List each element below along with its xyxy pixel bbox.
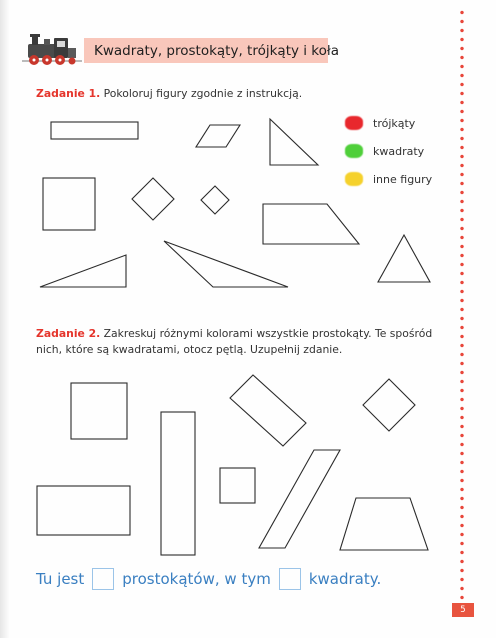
answer-part-3: kwadraty. (308, 570, 382, 588)
task-2-instruction-line2: nich, które są kwadratami, otocz pętlą. Uzupełnij zdanie. (36, 343, 343, 356)
page-number: 5 (452, 603, 474, 617)
t1-right-triangle[interactable] (270, 119, 318, 165)
t2-slanted-parallelogram[interactable] (259, 450, 340, 548)
t1-small-diamond[interactable] (201, 186, 229, 214)
t2-trapezoid[interactable] (340, 498, 428, 550)
chapter-title: Kwadraty, prostokąty, trójkąty i koła (94, 42, 340, 59)
answer-part-2: prostokątów, w tym (122, 570, 271, 588)
task-1-label: Zadanie 1. (36, 87, 101, 100)
t2-tall-rectangle[interactable] (161, 412, 195, 555)
t1-square[interactable] (43, 178, 95, 230)
task-2-instruction-line1: Zakreskuj różnymi kolorami wszystkie prostokąty. Te spośród (103, 327, 433, 340)
t2-rotated-square[interactable] (363, 379, 415, 431)
t2-small-square[interactable] (220, 468, 255, 503)
t1-trapezoid[interactable] (263, 204, 359, 244)
t1-rectangle[interactable] (51, 122, 138, 139)
t1-isoceles-triangle[interactable] (378, 235, 430, 282)
rectangles-count-box[interactable] (92, 568, 114, 590)
squares-count-box[interactable] (279, 568, 301, 590)
answer-part-1: Tu jest (36, 570, 85, 588)
t1-parallelogram[interactable] (196, 125, 240, 147)
t1-obtuse-triangle[interactable] (164, 241, 288, 287)
task-1-instruction: Pokoloruj figury zgodnie z instrukcją. (103, 87, 303, 100)
t2-wide-rectangle[interactable] (37, 486, 130, 535)
legend-label-squares: kwadraty (373, 144, 425, 158)
t2-rotated-rectangle[interactable] (230, 375, 306, 446)
task-2-label: Zadanie 2. (36, 327, 101, 340)
t1-acute-triangle-left[interactable] (40, 255, 126, 287)
answer-sentence (36, 568, 381, 590)
t1-rotated-square[interactable] (132, 178, 174, 220)
t2-square[interactable] (71, 383, 127, 439)
legend-label-triangles: trójkąty (373, 116, 416, 130)
legend-label-other: inne figury (373, 172, 433, 186)
